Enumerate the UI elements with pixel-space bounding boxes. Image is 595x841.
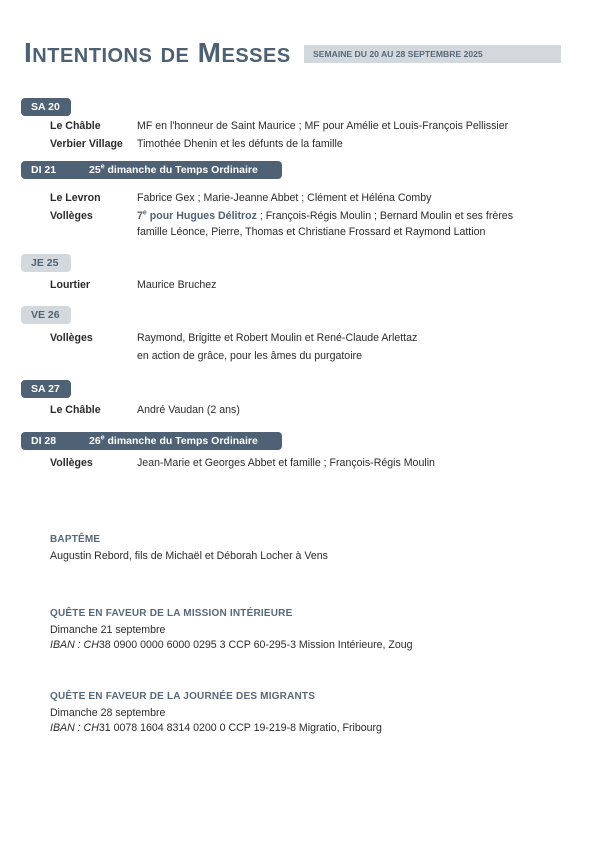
day-badge-je25 <box>21 254 71 272</box>
location-lourtier: Lourtier <box>50 279 91 291</box>
location-volleges: Vollèges <box>50 332 93 344</box>
quete-mission-heading: QUÊTE EN FAVEUR DE LA MISSION INTÉRIEURE <box>50 608 293 619</box>
location-le-chable: Le Châble <box>50 120 101 132</box>
intention-text-continued: en action de grâce, pour les âmes du purgatoire <box>137 350 362 362</box>
quete-migrants-heading: QUÊTE EN FAVEUR DE LA JOURNÉE DES MIGRANTS <box>50 691 316 702</box>
day-label: SA 20 <box>31 101 60 113</box>
sunday-title: 26e dimanche du Temps Ordinaire <box>89 434 258 447</box>
quete-mission-iban: IBAN : CH38 0900 0000 6000 0295 3 CCP 60-295-3 Mission Intérieure, Zoug <box>50 639 413 651</box>
day-label: VE 26 <box>31 309 60 321</box>
highlighted-intention: 7e pour Hugues Délitroz <box>137 209 257 222</box>
location-le-levron: Le Levron <box>50 192 101 204</box>
bapteme-heading: BAPTÊME <box>50 534 101 545</box>
quete-migrants-iban: IBAN : CH31 0078 1604 8314 0200 0 CCP 19-219-8 Migratio, Fribourg <box>50 722 382 734</box>
intention-text: 7e pour Hugues Délitroz ; François-Régis Moulin ; Bernard Moulin et ses frères <box>137 209 513 222</box>
quete-migrants-date: Dimanche 28 septembre <box>50 707 166 719</box>
bapteme-line: Augustin Rebord, fils de Michaël et Déborah Locher à Vens <box>50 550 328 562</box>
location-volleges: Vollèges <box>50 210 93 222</box>
intention-text: Fabrice Gex ; Marie-Jeanne Abbet ; Clément et Héléna Comby <box>137 192 432 204</box>
sunday-title: 25e dimanche du Temps Ordinaire <box>89 163 258 176</box>
page-title: Intentions de Messes <box>24 37 291 68</box>
intention-text: MF en l'honneur de Saint Maurice ; MF pour Amélie et Louis-François Pellissier <box>137 120 509 132</box>
location-volleges: Vollèges <box>50 457 93 469</box>
intention-text: André Vaudan (2 ans) <box>137 404 240 416</box>
intention-text: Timothée Dhenin et les défunts de la famille <box>137 138 343 150</box>
intention-text: Jean-Marie et Georges Abbet et famille ; François-Régis Moulin <box>137 457 435 469</box>
day-label: DI 21 <box>31 164 57 176</box>
intention-text: Maurice Bruchez <box>137 279 217 291</box>
day-badge-ve26 <box>21 306 71 324</box>
location-verbier-village: Verbier Village <box>50 138 123 150</box>
day-label: DI 28 <box>31 435 57 447</box>
day-label: SA 27 <box>31 383 60 395</box>
intention-text-continued: famille Léonce, Pierre, Thomas et Christiane Frossard et Raymond Lattion <box>137 226 486 238</box>
week-range-banner: SEMAINE DU 20 AU 28 SEPTEMBRE 2025 <box>304 45 561 63</box>
day-badge-di28 <box>21 432 282 450</box>
location-le-chable: Le Châble <box>50 404 101 416</box>
quete-mission-date: Dimanche 21 septembre <box>50 624 166 636</box>
day-badge-di21 <box>21 161 282 179</box>
day-label: JE 25 <box>31 257 59 269</box>
day-badge-sa27 <box>21 380 71 398</box>
intention-text: Raymond, Brigitte et Robert Moulin et René-Claude Arlettaz <box>137 332 418 344</box>
day-badge-sa20 <box>21 98 71 116</box>
